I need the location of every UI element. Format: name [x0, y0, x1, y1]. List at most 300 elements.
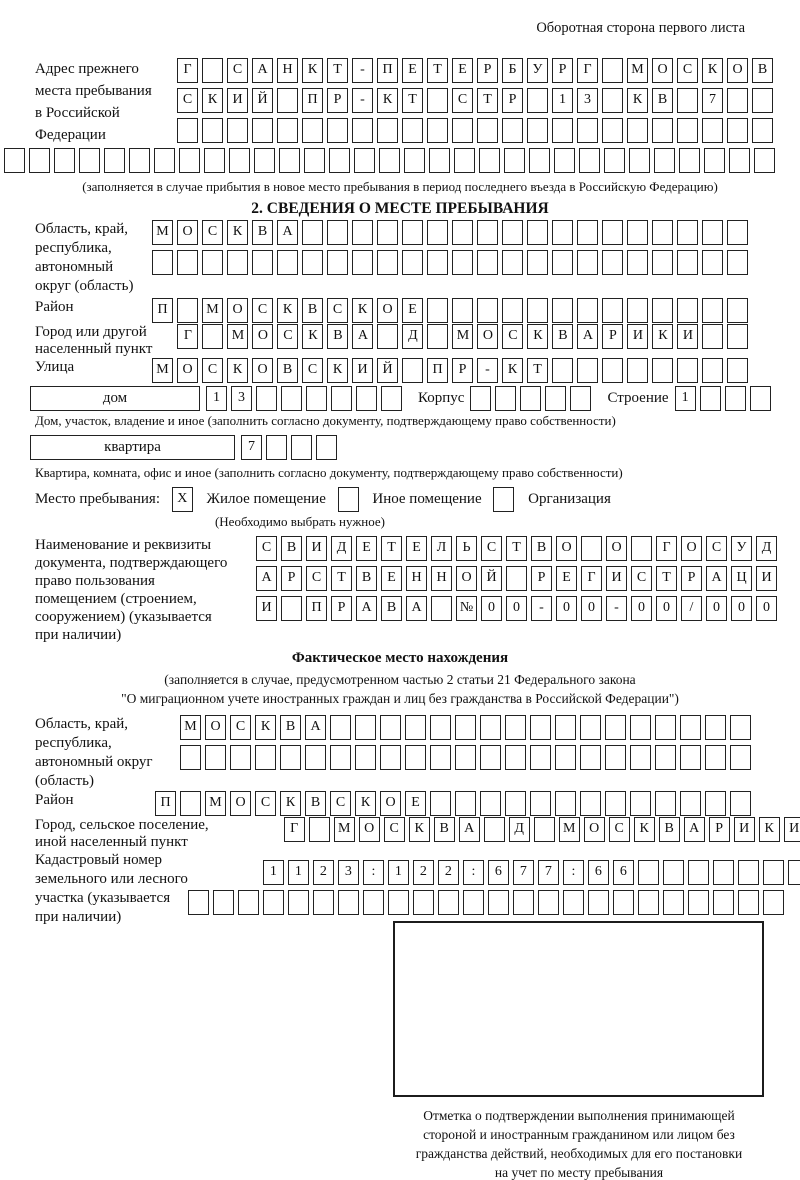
char-box[interactable]: Т: [402, 88, 423, 113]
char-box[interactable]: 1: [288, 860, 309, 885]
char-box[interactable]: [552, 358, 573, 383]
char-box[interactable]: [309, 817, 330, 842]
organization-checkbox[interactable]: [493, 487, 514, 512]
char-box[interactable]: [730, 715, 751, 740]
char-box[interactable]: 0: [756, 596, 777, 621]
char-box[interactable]: [688, 860, 709, 885]
char-box[interactable]: Р: [709, 817, 730, 842]
char-box[interactable]: [304, 148, 325, 173]
char-box[interactable]: [454, 148, 475, 173]
char-box[interactable]: 2: [413, 860, 434, 885]
char-box[interactable]: [602, 358, 623, 383]
char-box[interactable]: [254, 148, 275, 173]
char-box[interactable]: [520, 386, 541, 411]
char-box[interactable]: [725, 386, 746, 411]
char-box[interactable]: [455, 715, 476, 740]
char-box[interactable]: [527, 298, 548, 323]
char-box[interactable]: [327, 118, 348, 143]
char-box[interactable]: [577, 220, 598, 245]
char-box[interactable]: С: [277, 324, 298, 349]
char-box[interactable]: [405, 745, 426, 770]
char-box[interactable]: [602, 118, 623, 143]
char-box[interactable]: [702, 358, 723, 383]
char-box[interactable]: [477, 118, 498, 143]
char-box[interactable]: И: [352, 358, 373, 383]
char-box[interactable]: О: [205, 715, 226, 740]
char-box[interactable]: А: [305, 715, 326, 740]
char-box[interactable]: Т: [527, 358, 548, 383]
char-box[interactable]: [327, 250, 348, 275]
char-box[interactable]: [377, 118, 398, 143]
char-box[interactable]: [527, 250, 548, 275]
char-box[interactable]: [427, 118, 448, 143]
char-box[interactable]: [713, 890, 734, 915]
char-box[interactable]: [502, 118, 523, 143]
char-box[interactable]: [752, 88, 773, 113]
char-box[interactable]: [470, 386, 491, 411]
char-box[interactable]: А: [277, 220, 298, 245]
char-box[interactable]: О: [681, 536, 702, 561]
char-box[interactable]: [377, 250, 398, 275]
char-box[interactable]: [727, 88, 748, 113]
char-box[interactable]: [177, 250, 198, 275]
char-box[interactable]: [202, 324, 223, 349]
char-box[interactable]: Р: [331, 596, 352, 621]
char-box[interactable]: [554, 148, 575, 173]
char-box[interactable]: И: [256, 596, 277, 621]
char-box[interactable]: [602, 220, 623, 245]
char-box[interactable]: [331, 386, 352, 411]
char-box[interactable]: [277, 118, 298, 143]
char-box[interactable]: [152, 250, 173, 275]
char-box[interactable]: [377, 220, 398, 245]
char-box[interactable]: П: [152, 298, 173, 323]
char-box[interactable]: О: [230, 791, 251, 816]
char-box[interactable]: /: [681, 596, 702, 621]
char-box[interactable]: О: [556, 536, 577, 561]
char-box[interactable]: [602, 88, 623, 113]
char-box[interactable]: [502, 298, 523, 323]
char-box[interactable]: [702, 118, 723, 143]
char-box[interactable]: [654, 148, 675, 173]
char-box[interactable]: К: [702, 58, 723, 83]
char-box[interactable]: Р: [602, 324, 623, 349]
char-box[interactable]: М: [559, 817, 580, 842]
char-box[interactable]: К: [652, 324, 673, 349]
char-box[interactable]: К: [202, 88, 223, 113]
char-box[interactable]: [545, 386, 566, 411]
char-box[interactable]: [652, 220, 673, 245]
char-box[interactable]: О: [252, 358, 273, 383]
char-box[interactable]: [680, 715, 701, 740]
char-box[interactable]: П: [377, 58, 398, 83]
char-box[interactable]: [727, 358, 748, 383]
char-box[interactable]: Г: [577, 58, 598, 83]
char-box[interactable]: [452, 298, 473, 323]
char-box[interactable]: [555, 791, 576, 816]
char-box[interactable]: В: [327, 324, 348, 349]
char-box[interactable]: Р: [452, 358, 473, 383]
char-box[interactable]: К: [634, 817, 655, 842]
char-box[interactable]: [552, 220, 573, 245]
char-box[interactable]: С: [227, 58, 248, 83]
char-box[interactable]: М: [180, 715, 201, 740]
char-box[interactable]: [602, 58, 623, 83]
char-box[interactable]: 6: [613, 860, 634, 885]
char-box[interactable]: [330, 715, 351, 740]
char-box[interactable]: [506, 566, 527, 591]
char-box[interactable]: Д: [756, 536, 777, 561]
char-box[interactable]: Г: [581, 566, 602, 591]
char-box[interactable]: [505, 745, 526, 770]
char-box[interactable]: -: [352, 88, 373, 113]
char-box[interactable]: [356, 386, 377, 411]
char-box[interactable]: Н: [277, 58, 298, 83]
char-box[interactable]: [552, 118, 573, 143]
char-box[interactable]: С: [330, 791, 351, 816]
char-box[interactable]: С: [452, 88, 473, 113]
char-box[interactable]: 7: [241, 435, 262, 460]
char-box[interactable]: [677, 298, 698, 323]
char-box[interactable]: [530, 791, 551, 816]
char-box[interactable]: 1: [552, 88, 573, 113]
char-box[interactable]: А: [684, 817, 705, 842]
char-box[interactable]: С: [631, 566, 652, 591]
char-box[interactable]: Е: [406, 536, 427, 561]
char-box[interactable]: [763, 860, 784, 885]
char-box[interactable]: 7: [702, 88, 723, 113]
char-box[interactable]: В: [280, 715, 301, 740]
char-box[interactable]: [727, 324, 748, 349]
char-box[interactable]: [302, 250, 323, 275]
char-box[interactable]: Е: [452, 58, 473, 83]
char-box[interactable]: О: [456, 566, 477, 591]
char-box[interactable]: В: [652, 88, 673, 113]
char-box[interactable]: [479, 148, 500, 173]
other-premises-checkbox[interactable]: [338, 487, 359, 512]
char-box[interactable]: [477, 298, 498, 323]
char-box[interactable]: [655, 715, 676, 740]
char-box[interactable]: [627, 220, 648, 245]
char-box[interactable]: К: [377, 88, 398, 113]
char-box[interactable]: [663, 860, 684, 885]
char-box[interactable]: [638, 860, 659, 885]
char-box[interactable]: [552, 298, 573, 323]
char-box[interactable]: [179, 148, 200, 173]
char-box[interactable]: [352, 220, 373, 245]
char-box[interactable]: В: [552, 324, 573, 349]
char-box[interactable]: К: [327, 358, 348, 383]
char-box[interactable]: [652, 118, 673, 143]
char-box[interactable]: К: [352, 298, 373, 323]
char-box[interactable]: Й: [252, 88, 273, 113]
char-box[interactable]: И: [306, 536, 327, 561]
char-box[interactable]: И: [677, 324, 698, 349]
char-box[interactable]: [729, 148, 750, 173]
char-box[interactable]: В: [277, 358, 298, 383]
char-box[interactable]: [677, 250, 698, 275]
char-box[interactable]: [480, 715, 501, 740]
char-box[interactable]: [431, 596, 452, 621]
char-box[interactable]: 2: [438, 860, 459, 885]
char-box[interactable]: Г: [284, 817, 305, 842]
char-box[interactable]: О: [606, 536, 627, 561]
char-box[interactable]: [405, 715, 426, 740]
char-box[interactable]: К: [280, 791, 301, 816]
char-box[interactable]: [480, 745, 501, 770]
char-box[interactable]: [252, 118, 273, 143]
char-box[interactable]: [402, 250, 423, 275]
char-box[interactable]: 3: [577, 88, 598, 113]
char-box[interactable]: [205, 745, 226, 770]
char-box[interactable]: [54, 148, 75, 173]
char-box[interactable]: [677, 118, 698, 143]
char-box[interactable]: -: [531, 596, 552, 621]
char-box[interactable]: [754, 148, 775, 173]
char-box[interactable]: 0: [706, 596, 727, 621]
char-box[interactable]: М: [334, 817, 355, 842]
char-box[interactable]: [430, 715, 451, 740]
char-box[interactable]: А: [256, 566, 277, 591]
char-box[interactable]: [727, 118, 748, 143]
char-box[interactable]: [705, 745, 726, 770]
char-box[interactable]: Е: [405, 791, 426, 816]
char-box[interactable]: 0: [556, 596, 577, 621]
char-box[interactable]: [488, 890, 509, 915]
char-box[interactable]: С: [481, 536, 502, 561]
char-box[interactable]: О: [177, 358, 198, 383]
char-box[interactable]: [4, 148, 25, 173]
char-box[interactable]: [352, 118, 373, 143]
char-box[interactable]: [577, 298, 598, 323]
char-box[interactable]: И: [227, 88, 248, 113]
char-box[interactable]: А: [459, 817, 480, 842]
char-box[interactable]: [527, 118, 548, 143]
char-box[interactable]: [580, 715, 601, 740]
char-box[interactable]: [480, 791, 501, 816]
char-box[interactable]: С: [677, 58, 698, 83]
char-box[interactable]: Е: [381, 566, 402, 591]
char-box[interactable]: [704, 148, 725, 173]
char-box[interactable]: [427, 88, 448, 113]
char-box[interactable]: [354, 148, 375, 173]
char-box[interactable]: [281, 386, 302, 411]
char-box[interactable]: Т: [506, 536, 527, 561]
char-box[interactable]: [230, 745, 251, 770]
char-box[interactable]: [555, 745, 576, 770]
char-box[interactable]: [629, 148, 650, 173]
char-box[interactable]: Ц: [731, 566, 752, 591]
char-box[interactable]: [404, 148, 425, 173]
char-box[interactable]: [705, 715, 726, 740]
char-box[interactable]: [680, 791, 701, 816]
char-box[interactable]: Г: [177, 58, 198, 83]
char-box[interactable]: М: [202, 298, 223, 323]
char-box[interactable]: [680, 745, 701, 770]
char-box[interactable]: [652, 358, 673, 383]
char-box[interactable]: [505, 791, 526, 816]
char-box[interactable]: Е: [402, 58, 423, 83]
char-box[interactable]: [702, 250, 723, 275]
char-box[interactable]: 1: [388, 860, 409, 885]
char-box[interactable]: Д: [402, 324, 423, 349]
char-box[interactable]: [527, 88, 548, 113]
char-box[interactable]: [380, 715, 401, 740]
char-box[interactable]: [677, 358, 698, 383]
char-box[interactable]: [788, 860, 800, 885]
char-box[interactable]: [627, 118, 648, 143]
char-box[interactable]: [402, 220, 423, 245]
char-box[interactable]: [355, 745, 376, 770]
char-box[interactable]: С: [706, 536, 727, 561]
char-box[interactable]: Л: [431, 536, 452, 561]
char-box[interactable]: У: [731, 536, 752, 561]
char-box[interactable]: [104, 148, 125, 173]
char-box[interactable]: К: [759, 817, 780, 842]
char-box[interactable]: [581, 536, 602, 561]
char-box[interactable]: [455, 791, 476, 816]
char-box[interactable]: [627, 298, 648, 323]
char-box[interactable]: [627, 250, 648, 275]
char-box[interactable]: К: [227, 358, 248, 383]
char-box[interactable]: К: [502, 358, 523, 383]
char-box[interactable]: О: [652, 58, 673, 83]
char-box[interactable]: 0: [506, 596, 527, 621]
char-box[interactable]: И: [734, 817, 755, 842]
char-box[interactable]: В: [434, 817, 455, 842]
char-box[interactable]: О: [227, 298, 248, 323]
char-box[interactable]: [627, 358, 648, 383]
char-box[interactable]: Т: [327, 58, 348, 83]
char-box[interactable]: С: [202, 358, 223, 383]
char-box[interactable]: 3: [231, 386, 252, 411]
char-box[interactable]: [484, 817, 505, 842]
char-box[interactable]: [380, 745, 401, 770]
char-box[interactable]: К: [355, 791, 376, 816]
char-box[interactable]: О: [380, 791, 401, 816]
char-box[interactable]: И: [627, 324, 648, 349]
char-box[interactable]: [602, 298, 623, 323]
char-box[interactable]: Д: [509, 817, 530, 842]
char-box[interactable]: [180, 745, 201, 770]
char-box[interactable]: [580, 791, 601, 816]
char-box[interactable]: [279, 148, 300, 173]
char-box[interactable]: Н: [431, 566, 452, 591]
char-box[interactable]: [177, 118, 198, 143]
char-box[interactable]: -: [606, 596, 627, 621]
char-box[interactable]: В: [302, 298, 323, 323]
char-box[interactable]: [277, 250, 298, 275]
char-box[interactable]: [604, 148, 625, 173]
char-box[interactable]: Ь: [456, 536, 477, 561]
char-box[interactable]: [355, 715, 376, 740]
char-box[interactable]: [316, 435, 337, 460]
char-box[interactable]: К: [527, 324, 548, 349]
char-box[interactable]: С: [609, 817, 630, 842]
char-box[interactable]: Р: [502, 88, 523, 113]
char-box[interactable]: О: [359, 817, 380, 842]
char-box[interactable]: [202, 58, 223, 83]
char-box[interactable]: [677, 88, 698, 113]
char-box[interactable]: И: [606, 566, 627, 591]
char-box[interactable]: [652, 298, 673, 323]
char-box[interactable]: :: [363, 860, 384, 885]
char-box[interactable]: [452, 118, 473, 143]
char-box[interactable]: 0: [631, 596, 652, 621]
char-box[interactable]: [495, 386, 516, 411]
char-box[interactable]: Н: [406, 566, 427, 591]
char-box[interactable]: [327, 220, 348, 245]
char-box[interactable]: [188, 890, 209, 915]
char-box[interactable]: [263, 890, 284, 915]
char-box[interactable]: [577, 118, 598, 143]
char-box[interactable]: [180, 791, 201, 816]
char-box[interactable]: [202, 250, 223, 275]
char-box[interactable]: [652, 250, 673, 275]
char-box[interactable]: С: [302, 358, 323, 383]
char-box[interactable]: [154, 148, 175, 173]
char-box[interactable]: Р: [281, 566, 302, 591]
char-box[interactable]: [702, 298, 723, 323]
char-box[interactable]: [281, 596, 302, 621]
char-box[interactable]: [529, 148, 550, 173]
char-box[interactable]: [688, 890, 709, 915]
char-box[interactable]: К: [627, 88, 648, 113]
char-box[interactable]: 0: [581, 596, 602, 621]
char-box[interactable]: [306, 386, 327, 411]
char-box[interactable]: Р: [477, 58, 498, 83]
char-box[interactable]: В: [305, 791, 326, 816]
char-box[interactable]: С: [306, 566, 327, 591]
char-box[interactable]: С: [502, 324, 523, 349]
char-box[interactable]: [379, 148, 400, 173]
char-box[interactable]: -: [352, 58, 373, 83]
char-box[interactable]: [352, 250, 373, 275]
char-box[interactable]: [513, 890, 534, 915]
char-box[interactable]: В: [281, 536, 302, 561]
char-box[interactable]: Т: [381, 536, 402, 561]
char-box[interactable]: Т: [656, 566, 677, 591]
char-box[interactable]: О: [727, 58, 748, 83]
char-box[interactable]: С: [252, 298, 273, 323]
char-box[interactable]: [605, 745, 626, 770]
char-box[interactable]: [555, 715, 576, 740]
char-box[interactable]: Б: [502, 58, 523, 83]
char-box[interactable]: [663, 890, 684, 915]
char-box[interactable]: [702, 324, 723, 349]
char-box[interactable]: [738, 860, 759, 885]
char-box[interactable]: №: [456, 596, 477, 621]
char-box[interactable]: 0: [656, 596, 677, 621]
char-box[interactable]: [29, 148, 50, 173]
char-box[interactable]: К: [227, 220, 248, 245]
char-box[interactable]: 7: [513, 860, 534, 885]
char-box[interactable]: [430, 745, 451, 770]
char-box[interactable]: [502, 250, 523, 275]
char-box[interactable]: [552, 250, 573, 275]
char-box[interactable]: С: [255, 791, 276, 816]
char-box[interactable]: О: [477, 324, 498, 349]
char-box[interactable]: [291, 435, 312, 460]
residential-checkbox[interactable]: X: [172, 487, 193, 512]
char-box[interactable]: 1: [263, 860, 284, 885]
char-box[interactable]: [727, 220, 748, 245]
char-box[interactable]: [452, 220, 473, 245]
char-box[interactable]: А: [352, 324, 373, 349]
char-box[interactable]: [288, 890, 309, 915]
char-box[interactable]: [534, 817, 555, 842]
char-box[interactable]: С: [384, 817, 405, 842]
